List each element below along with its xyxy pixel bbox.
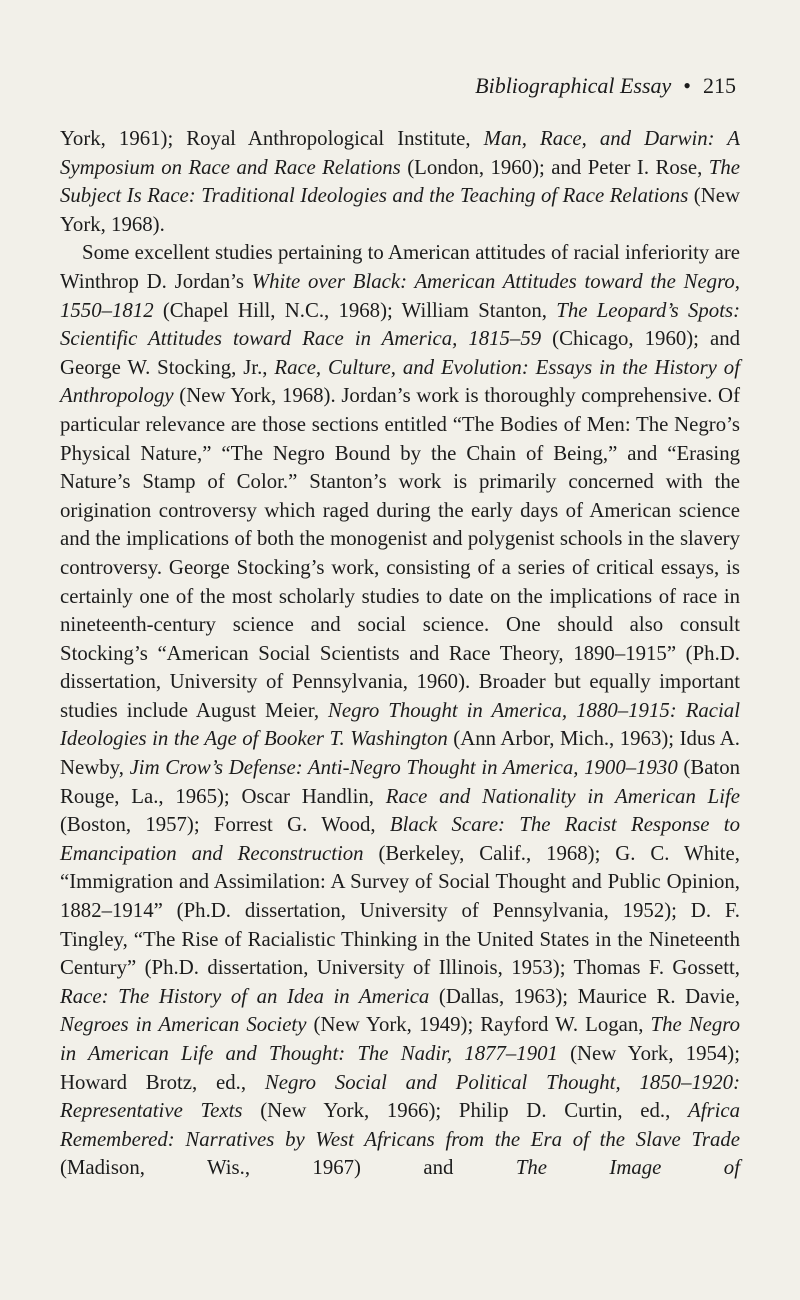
text-run: (Ann Arbor, Mich., 1963); Idus A. Newby, bbox=[60, 727, 740, 780]
text-run: (Chicago, 1960); and George W. Stocking, Jr., bbox=[60, 327, 741, 379]
italic-title: Race: The History of an Idea in America bbox=[60, 984, 430, 1008]
paragraph bbox=[60, 125, 740, 239]
text-run: (Boston, 1957); Forrest G. Wood, bbox=[60, 813, 390, 837]
italic-title: Negroes in American Society bbox=[60, 1013, 307, 1037]
text-run: (New York, 1968). Jordan’s work is thoroughly comprehensive. Of particular relevance are those sections entitled “The Bodies of Men: The Negro’s Physical Nature,” “The Negro Bound by the Chain of Being,” and “Erasing Nature’s Stamp of Color.” Stanton’s work is primarily concerned with the origination controversy which raged during the early days of American science and the implications of both the monogenist and polygenist schools in the slavery controversy. George Stocking’s work, consisting of a series of critical essays, is certainly one of the most scholarly studies to date on the implications of race in nineteenth-century science and social science. One should also consult Stocking’s “American Social Scientists and Race Theory, 1890–1915” (Ph.D. dissertation, University of Pennsylvania, 1960). Broader but equally important studies include August Meier, bbox=[60, 384, 740, 722]
italic-title: Race, Culture, and Evolution: Essays in the History of Anthropology bbox=[60, 355, 740, 408]
italic-title: The Subject Is Race: Traditional Ideologies and the Teaching of Race Relations bbox=[60, 155, 740, 208]
italic-title: Negro Social and Political Thought, 1850–1920: Representative Texts bbox=[60, 1070, 740, 1123]
text-run: (New York, 1966); Philip D. Curtin, ed., bbox=[242, 1099, 689, 1123]
text-run: (Dallas, 1963); Maurice R. Davie, bbox=[429, 984, 740, 1008]
running-head-separator: • bbox=[683, 73, 691, 98]
italic-title: The Negro in American Life and Thought: The Nadir, 1877–1901 bbox=[60, 1013, 740, 1065]
running-head-title: Bibliographical Essay bbox=[475, 73, 672, 98]
italic-title: Africa Remembered: Narratives by West Africans from the Era of the Slave Trade bbox=[60, 1099, 740, 1151]
italic-title: Jim Crow’s Defense: Anti-Negro Thought in America, 1900–1930 bbox=[129, 756, 678, 780]
text-run: (New York, 1968). bbox=[60, 184, 740, 236]
italic-title: The Image of bbox=[515, 1156, 740, 1180]
text-run: (Berkeley, Calif., 1968); G. C. White, “Immigration and Assimilation: A Survey of Social Thought and Public Opinion, 1882–1914” (Ph.D. dissertation, University of Pennsylvania, 1952); D. F. Tingley, “The Rise of Racialistic Thinking in the United States in the Nineteenth Century” (Ph.D. dissertation, University of Illinois, 1953); Thomas F. Gossett, bbox=[60, 841, 740, 980]
text-run: (Madison, Wis., 1967) and bbox=[60, 1156, 516, 1180]
italic-title: Negro Thought in America, 1880–1915: Racial Ideologies in the Age of Booker T. Washington bbox=[60, 698, 740, 751]
running-head bbox=[475, 72, 736, 100]
italic-title: White over Black: American Attitudes toward the Negro, 1550–1812 bbox=[60, 269, 740, 322]
text-run: (New York, 1949); Rayford W. Logan, bbox=[306, 1013, 651, 1037]
italic-title: Man, Race, and Darwin: A Symposium on Race and Race Relations bbox=[60, 127, 740, 179]
italic-title: The Leopard’s Spots: Scientific Attitudes toward Race in America, 1815–59 bbox=[60, 298, 740, 351]
paragraph bbox=[60, 239, 740, 1183]
body-text bbox=[60, 125, 740, 1183]
text-run: York, 1961); Royal Anthropological Institute, bbox=[60, 127, 484, 150]
page-number: 215 bbox=[703, 73, 736, 98]
text-run: (New York, 1954); Howard Brotz, ed., bbox=[60, 1042, 740, 1094]
text-run: (Baton Rouge, La., 1965); Oscar Handlin, bbox=[60, 756, 740, 808]
italic-title: Black Scare: The Racist Response to Emancipation and Reconstruction bbox=[60, 813, 740, 865]
text-run: (Chapel Hill, N.C., 1968); William Stanton, bbox=[153, 298, 557, 322]
italic-title: Race and Nationality in American Life bbox=[385, 784, 740, 808]
text-run: Some excellent studies pertaining to American attitudes of racial inferiority are Winthrop D. Jordan’s bbox=[60, 241, 740, 293]
text-run: (London, 1960); and Peter I. Rose, bbox=[400, 155, 709, 179]
